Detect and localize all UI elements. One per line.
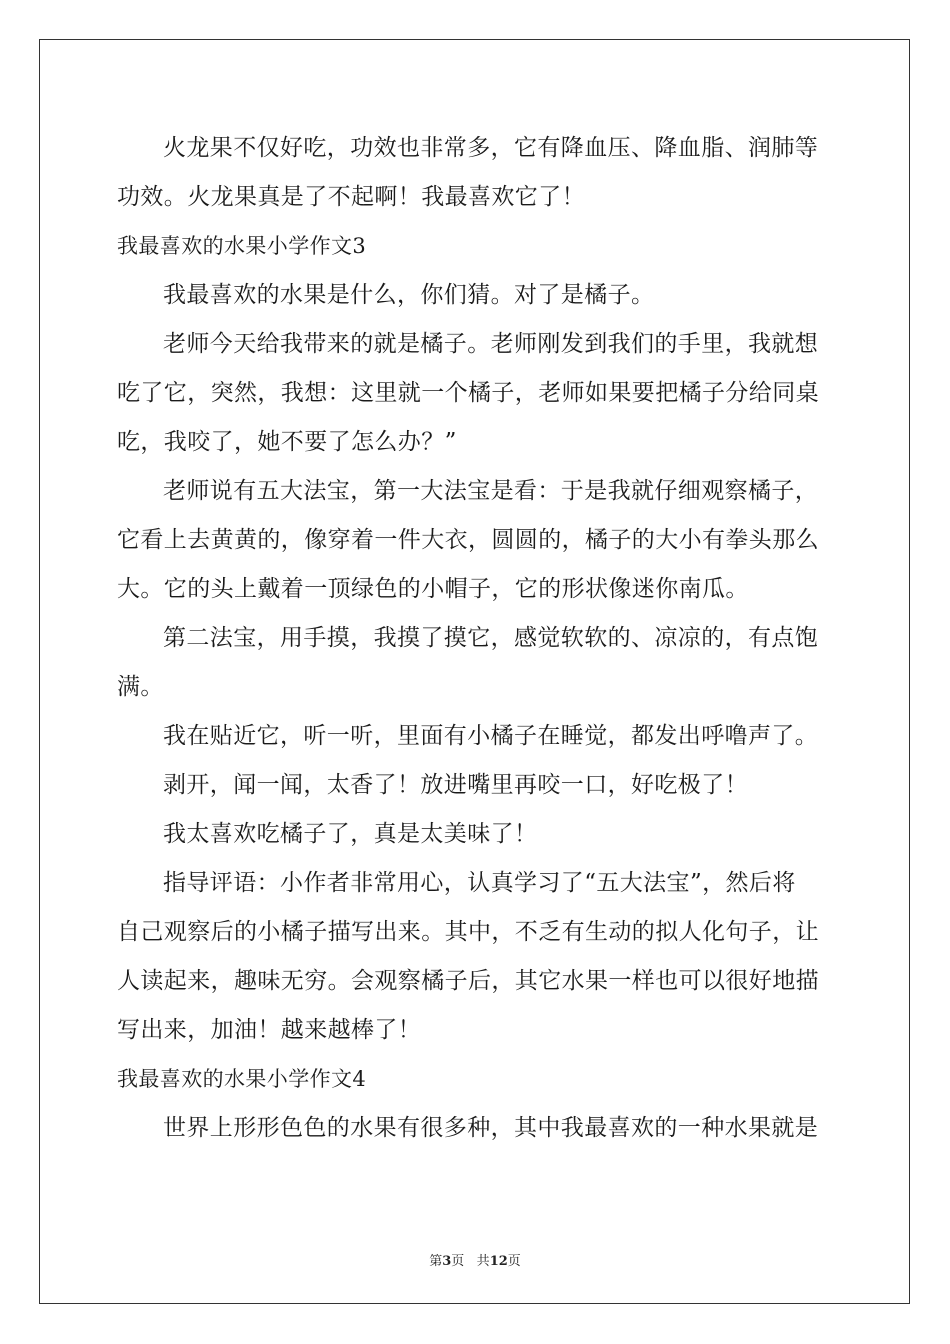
footer-prefix: 第 xyxy=(429,1254,443,1269)
text-line: 第二法宝，用手摸，我摸了摸它，感觉软软的、凉凉的，有点饱 xyxy=(163,625,819,651)
text-line: 我在贴近它，听一听，里面有小橘子在睡觉，都发出呼噜声了。 xyxy=(163,723,819,749)
text-line: 写出来，加油！越来越棒了！ xyxy=(117,1017,422,1043)
footer-total-pages: 12 xyxy=(489,1254,508,1269)
text-line: 我最喜欢的水果是什么，你们猜。对了是橘子。 xyxy=(163,282,655,308)
text-line: 人读起来，趣味无穷。会观察橘子后，其它水果一样也可以很好地描 xyxy=(117,968,819,994)
footer-page-number: 3 xyxy=(442,1254,452,1269)
footer-total-prefix: 共 xyxy=(476,1254,490,1269)
text-line: 满。 xyxy=(117,674,164,700)
text-line: 指导评语：小作者非常用心，认真学习了“五大法宝”，然后将 xyxy=(163,870,796,896)
page-footer xyxy=(0,1250,950,1269)
text-line: 它看上去黄黄的，像穿着一件大衣，圆圆的，橘子的大小有拳头那么 xyxy=(117,527,819,553)
text-line: 大。它的头上戴着一顶绿色的小帽子，它的形状像迷你南瓜。 xyxy=(117,576,749,602)
text-line: 剥开，闻一闻，太香了！放进嘴里再咬一口，好吃极了！ xyxy=(163,772,748,798)
text-line: 老师说有五大法宝，第一大法宝是看：于是我就仔细观察橘子， xyxy=(163,478,819,504)
text-line: 吃，我咬了，她不要了怎么办？” xyxy=(117,429,457,455)
section-heading: 我最喜欢的水果小学作文4 xyxy=(117,1067,367,1091)
section-heading: 我最喜欢的水果小学作文3 xyxy=(117,234,367,258)
text-line: 吃了它，突然，我想：这里就一个橘子，老师如果要把橘子分给同桌 xyxy=(117,380,819,406)
text-line: 世界上形形色色的水果有很多种，其中我最喜欢的一种水果就是 xyxy=(163,1115,819,1141)
footer-total-unit: 页 xyxy=(507,1254,521,1269)
footer-page-unit: 页 xyxy=(451,1254,465,1269)
text-line: 老师今天给我带来的就是橘子。老师刚发到我们的手里，我就想 xyxy=(163,331,819,357)
document-body xyxy=(117,124,835,1153)
text-line: 功效。火龙果真是了不起啊！我最喜欢它了！ xyxy=(117,184,585,210)
text-line: 火龙果不仅好吃，功效也非常多，它有降血压、降血脂、润肺等 xyxy=(163,135,819,161)
text-line: 我太喜欢吃橘子了，真是太美味了！ xyxy=(163,821,538,847)
text-line: 自己观察后的小橘子描写出来。其中，不乏有生动的拟人化句子，让 xyxy=(117,919,819,945)
